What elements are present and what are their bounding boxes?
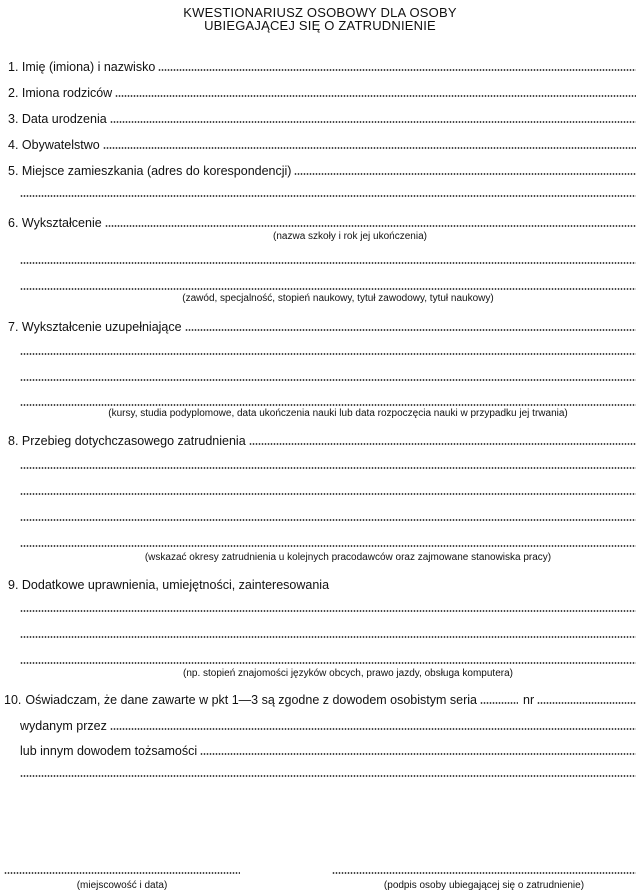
- issued-by-field[interactable]: [110, 728, 636, 730]
- field-birth-date-line[interactable]: [110, 121, 636, 123]
- field-address[interactable]: [8, 162, 636, 178]
- place-date-caption: (miejscowość i data): [76, 880, 168, 891]
- field-name-line[interactable]: [158, 69, 636, 71]
- field-parents-names-line[interactable]: [115, 95, 636, 97]
- field-additional-skills-blank-line[interactable]: [20, 610, 636, 612]
- declaration-number: 10.: [4, 693, 22, 707]
- field-citizenship-line[interactable]: [103, 147, 636, 149]
- field-additional-skills-hint: (np. stopień znajomości języków obcych, prawo jazdy, obsługa komputera): [183, 668, 513, 679]
- other-id-label: lub innym dowodem tożsamości: [20, 744, 198, 758]
- applicant-signature-caption: (podpis osoby ubiegającej się o zatrudnienie): [383, 880, 585, 891]
- issued-by-row[interactable]: [20, 717, 636, 733]
- field-birth-date-label: 3. Data urodzenia: [8, 112, 107, 126]
- field-citizenship-label: 4. Obywatelstwo: [8, 138, 100, 152]
- applicant-signature-line[interactable]: [332, 872, 636, 874]
- field-parents-names[interactable]: [8, 84, 636, 100]
- field-employment-history-blank-line[interactable]: [20, 467, 636, 469]
- field-name-label: 1. Imię (imiona) i nazwisko: [8, 60, 156, 74]
- field-additional-education-label: 7. Wykształcenie uzupełniające: [8, 320, 182, 334]
- issued-by-label: wydanym przez: [20, 719, 107, 733]
- field-name[interactable]: [8, 58, 636, 74]
- field-additional-skills-label: 9. Dodatkowe uprawnienia, umiejętności, zainteresowania: [8, 578, 330, 592]
- field-education[interactable]: [8, 214, 636, 230]
- field-additional-education-blank-line[interactable]: [20, 379, 636, 381]
- other-id-field[interactable]: [200, 753, 636, 755]
- field-employment-history-blank-line[interactable]: [20, 493, 636, 495]
- other-id-row[interactable]: [20, 742, 636, 758]
- field-address-line[interactable]: [294, 173, 636, 175]
- field-additional-education-blank-line[interactable]: [20, 353, 636, 355]
- field-birth-date[interactable]: [8, 110, 636, 126]
- declaration-text: Oświadczam, że dane zawarte w pkt 1—3 są zgodne z dowodem osobistym seria: [25, 693, 477, 707]
- field-education-label: 6. Wykształcenie: [8, 216, 102, 230]
- field-address-blank-line[interactable]: [20, 195, 636, 197]
- declaration-statement: [4, 691, 636, 707]
- field-address-label: 5. Miejsce zamieszkania (adres do korespondencji): [8, 164, 292, 178]
- field-additional-education-blank-line[interactable]: [20, 404, 636, 406]
- field-citizenship[interactable]: [8, 136, 636, 152]
- id-number-label: nr: [523, 693, 535, 707]
- field-additional-education-hint: (kursy, studia podyplomowe, data ukończenia nauki lub data rozpoczęcia nauki w przypadku jej trwania): [108, 408, 568, 419]
- field-education-hint-2: (zawód, specjalność, stopień naukowy, tytuł zawodowy, tytuł naukowy): [182, 293, 494, 304]
- field-education-line[interactable]: [105, 225, 636, 227]
- other-id-blank-line[interactable]: [20, 775, 636, 777]
- field-employment-history-line[interactable]: [249, 443, 636, 445]
- field-employment-history-label: 8. Przebieg dotychczasowego zatrudnienia: [8, 434, 246, 448]
- field-employment-history-blank-line[interactable]: [20, 519, 636, 521]
- field-employment-history[interactable]: [8, 432, 636, 448]
- field-employment-history-blank-line[interactable]: [20, 545, 636, 547]
- field-additional-skills-blank-line[interactable]: [20, 662, 636, 664]
- field-additional-education-line[interactable]: [185, 329, 636, 331]
- form-title-line-1: KWESTIONARIUSZ OSOBOWY DLA OSOBY: [183, 5, 457, 20]
- field-education-blank-line[interactable]: [20, 288, 636, 290]
- place-date-signature-line[interactable]: [4, 872, 240, 874]
- id-series-field[interactable]: [480, 702, 518, 704]
- field-employment-history-hint: (wskazać okresy zatrudnienia u kolejnych pracodawców oraz zajmowane stanowiska pracy): [144, 552, 552, 563]
- field-additional-education[interactable]: [8, 318, 636, 334]
- id-number-field[interactable]: [537, 702, 636, 704]
- field-additional-skills[interactable]: [8, 576, 636, 592]
- form-title-line-2: UBIEGAJĄCEJ SIĘ O ZATRUDNIENIE: [204, 18, 436, 33]
- field-additional-skills-blank-line[interactable]: [20, 636, 636, 638]
- field-education-blank-line[interactable]: [20, 262, 636, 264]
- field-education-hint: (nazwa szkoły i rok jej ukończenia): [273, 231, 427, 242]
- field-parents-names-label: 2. Imiona rodziców: [8, 86, 113, 100]
